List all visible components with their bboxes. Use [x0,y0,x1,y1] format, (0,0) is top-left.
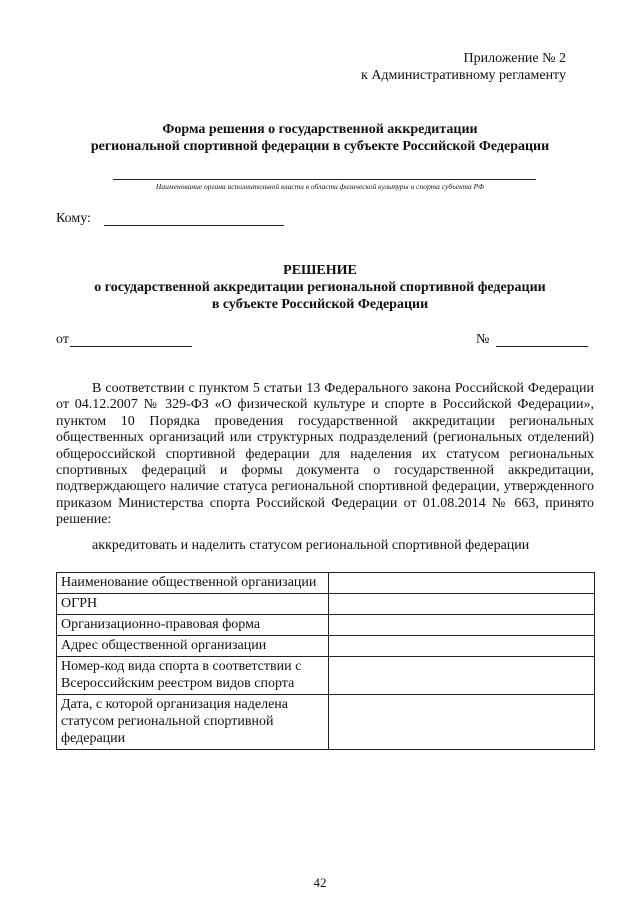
row-value-status-date[interactable] [329,695,595,750]
table-row [57,657,595,695]
row-label-sport-code: Номер-код вида спорта в соответствии с Всероссийским реестром видов спорта [57,657,329,695]
table-row [57,615,595,636]
table-row [57,636,595,657]
number-label: № [476,332,490,347]
row-label-address: Адрес общественной организации [57,636,329,657]
row-label-legal-form: Организационно-правовая форма [57,615,329,636]
decision-heading [0,262,640,313]
organization-details-table [56,572,595,750]
table-row [57,695,595,750]
decision-body [56,381,594,529]
decision-title: РЕШЕНИЕ [283,263,357,278]
authority-caption: Наименование органа исполнительной власти в области физической культуры и спорта субъекта РФ [155,182,485,191]
row-value-organization-name[interactable] [329,573,595,594]
row-value-legal-form[interactable] [329,615,595,636]
form-title-line-1: Форма решения о государственной аккредитации [162,122,478,137]
page-number: 42 [313,875,327,890]
appendix-number: Приложение № 2 [463,51,566,66]
recipient-field-line[interactable] [104,225,284,226]
appendix-header [361,50,566,84]
recipient-label: Кому: [56,211,91,226]
table-row [57,594,595,615]
decision-subtitle-line-1: о государственной аккредитации региональной спортивной федерации [94,280,546,295]
row-value-sport-code[interactable] [329,657,595,695]
decision-body-paragraph: В соответствии с пунктом 5 статьи 13 Федерального закона Российской Федерации от 04.12.2007 № 329-ФЗ «О физической культуре и спорте в Российской Федерации», пунктом 10 Порядка проведения государственной аккредитации региональных общественных организаций или структурных подразделений (региональных отделений) общероссийской спортивной федерации для наделения их статусом региональных спортивных федераций и формы документа о государственной аккредитации, подтверждающего наличие статуса региональной спортивной федерации, утвержденного приказом Министерства спорта Российской Федерации от 01.08.2014 № 663, принято решение: [56,381,594,528]
authority-name-line[interactable] [113,179,536,180]
number-field-line[interactable] [496,346,588,347]
row-label-ogrn: ОГРН [57,594,329,615]
table-row [57,573,595,594]
form-title [0,121,640,155]
row-label-organization-name: Наименование общественной организации [57,573,329,594]
form-title-line-2: региональной спортивной федерации в субъекте Российской Федерации [90,139,550,154]
row-value-ogrn[interactable] [329,594,595,615]
appendix-reference: к Административному регламенту [361,68,566,83]
date-field-line[interactable] [70,346,192,347]
row-label-status-date: Дата, с которой организация наделена статусом региональной спортивной федерации [57,695,329,750]
decision-subtitle-line-2: в субъекте Российской Федерации [211,297,429,312]
date-label: от [56,332,69,347]
decision-statement: аккредитовать и наделить статусом региональной спортивной федерации [92,538,530,553]
row-value-address[interactable] [329,636,595,657]
